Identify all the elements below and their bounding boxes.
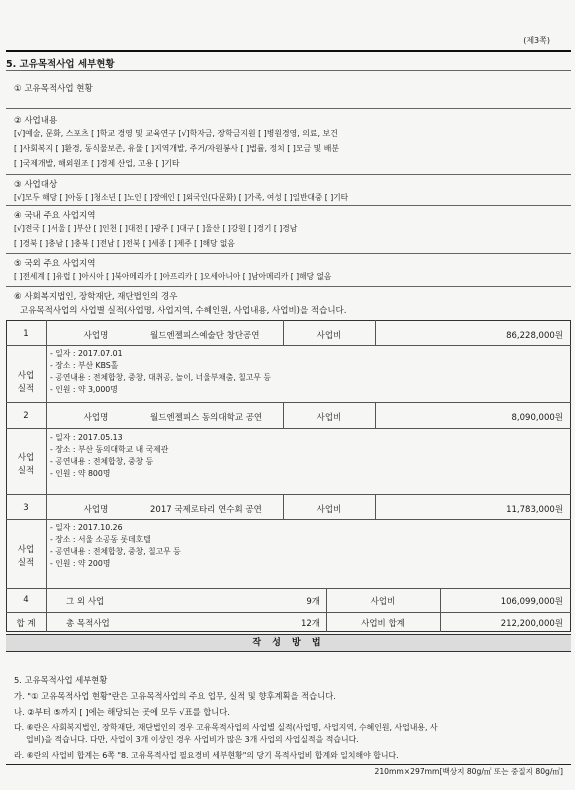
note-da-1: 다. ⑥란은 사회복지법인, 장학재단, 재단법인의 경우 고유목적사업의 사업별 실적(사업명, 사업지역, 수혜인원, 사업내용, 사	[14, 723, 438, 732]
s3-title: ③ 사업대상	[14, 180, 58, 190]
detail-line: - 일자 : 2017.10.26	[50, 523, 123, 532]
project-no: 3	[23, 503, 29, 513]
instructions-title: 작 성 방 법	[252, 638, 325, 648]
detail-line: - 인원 : 약 800명	[50, 469, 111, 478]
s6-title: ⑥ 사회복지법인, 장학재단, 재단법인의 경우	[14, 292, 178, 302]
s2-line3: [ ]국제개발, 해외원조 [ ]경제 산업, 고용 [ ]기타	[14, 159, 180, 168]
project-no: 2	[23, 411, 29, 421]
note-na: 나. ②부터 ⑤까지 [ ]에는 해당되는 곳에 모두 √표를 합니다.	[14, 707, 230, 717]
divider	[6, 174, 571, 175]
project-detail-list	[50, 432, 168, 480]
other-cost-label: 사업비	[370, 597, 396, 607]
project-cost-label: 사업비	[316, 505, 342, 515]
s2-line1: [√]예술, 문화, 스포츠 [ ]학교 경영 및 교육연구 [√]학자금, 장학금지원 [ ]병원경영, 의료, 보건	[14, 129, 338, 138]
project-name: 월드엔젤피스 동의대학교 공연	[150, 413, 263, 423]
s1-title: ① 고유목적사업 현황	[14, 84, 93, 94]
instructions-band	[6, 634, 571, 652]
detail-line: - 공연내용 : 전체합창, 중창, 대취공, 놀이, 너울부채춤, 칠고무 등	[50, 373, 271, 382]
note-ga: 가. "① 고유목적사업 현황"란은 고유목적사업의 주요 업무, 실적 및 향후계획을 적습니다.	[14, 691, 336, 701]
divider	[6, 108, 571, 109]
detail-line: - 인원 : 약 3,000명	[50, 385, 118, 394]
s6-subtitle: 고유목적사업의 사업별 실적(사업명, 사업지역, 수혜인원, 사업내용, 사업비)을 적습니다.	[20, 306, 347, 316]
detail-line: - 공연내용 : 전체합창, 중창, 칠고무 등	[50, 547, 181, 556]
s5-line1: [ ]전세계 [ ]유럽 [ ]아시아 [ ]북아메리카 [ ]아프리카 [ ]오세아니아 [ ]남아메리카 [ ]해당 없음	[14, 272, 332, 281]
detail-line: - 일자 : 2017.07.01	[50, 349, 123, 358]
paper-spec: 210mm×297mm[백상지 80g/㎡ 또는 중질지 80g/㎡]	[374, 767, 563, 776]
s2-line2: [ ]사회복지 [ ]환경, 동식물보존, 유물 [ ]지역개발, 주거/자원봉사 [ ]법률, 정치 [ ]모금 및 배분	[14, 144, 340, 153]
divider	[6, 286, 571, 287]
project-cost: 11,783,000원	[506, 505, 563, 515]
total-cost: 212,200,000원	[500, 619, 563, 629]
other-no: 4	[23, 595, 29, 605]
divider	[6, 253, 571, 254]
project-result-label: 사업 실적	[17, 371, 35, 394]
detail-line: - 장소 : 부산 동의대학교 내 국제관	[50, 445, 169, 454]
total-label: 총 목적사업	[66, 619, 110, 629]
project-name-label: 사업명	[83, 331, 109, 341]
s4-line1: [√]전국 [ ]서울 [ ]부산 [ ]인천 [ ]대전 [ ]광주 [ ]대구 [ ]울산 [ ]강원 [ ]경기 [ ]경남	[14, 224, 298, 233]
page-number: (제3쪽)	[523, 36, 550, 45]
project-cost-label: 사업비	[316, 413, 342, 423]
s4-line2: [ ]경북 [ ]충남 [ ]충북 [ ]전남 [ ]전북 [ ]세종 [ ]제주 [ ]해당 없음	[14, 239, 235, 248]
detail-line: - 인원 : 약 200명	[50, 559, 111, 568]
project-cost: 86,228,000원	[506, 331, 563, 341]
project-name: 2017 국제로타리 연수회 공연	[150, 505, 262, 515]
project-name: 월드엔젤피스예술단 창단공연	[150, 331, 260, 341]
project-result-label: 사업 실적	[17, 453, 35, 476]
project-cost-label: 사업비	[316, 331, 342, 341]
detail-line: - 일자 : 2017.05.13	[50, 433, 123, 442]
other-count: 9개	[306, 597, 320, 607]
notes-title: 5. 고유목적사업 세부현황	[14, 675, 108, 685]
project-name-label: 사업명	[83, 413, 109, 423]
project-detail-list	[50, 348, 271, 396]
section-title: 5. 고유목적사업 세부현황	[6, 59, 115, 70]
s3-line1: [√]모두 해당 [ ]아동 [ ]청소년 [ ]노인 [ ]장애인 [ ]외국인(다문화) [ ]가족, 여성 [ ]일반대중 [ ]기타	[14, 193, 349, 202]
other-cost: 106,099,000원	[500, 597, 563, 607]
top-rule	[6, 50, 571, 52]
bottom-rule	[6, 764, 571, 765]
total-no: 합 계	[16, 619, 36, 629]
detail-line: - 공연내용 : 전체합창, 중창 등	[50, 457, 154, 466]
total-count: 12개	[300, 619, 320, 629]
total-cost-label: 사업비 합계	[361, 619, 405, 629]
s5-title: ⑤ 국외 주요 사업지역	[14, 259, 96, 269]
detail-line: - 장소 : 부산 KBS홀	[50, 361, 119, 370]
other-label: 그 외 사업	[66, 597, 105, 607]
project-result-label: 사업 실적	[17, 545, 35, 568]
note-ra: 라. ⑥란의 사업비 합계는 6쪽 "8. 고유목적사업 필요경비 세부현황"의 당기 목적사업비 합계와 일치해야 합니다.	[14, 751, 399, 760]
divider	[6, 205, 571, 206]
project-cost: 8,090,000원	[511, 413, 563, 423]
note-da-2: 업비)을 적습니다. 다만, 사업이 3개 이상인 경우 사업비가 많은 3개 사업의 사업실적을 적습니다.	[26, 735, 359, 744]
detail-line: - 장소 : 서울 소공동 롯데호텔	[50, 535, 151, 544]
divider	[6, 70, 571, 71]
project-detail-list	[50, 522, 181, 570]
project-name-label: 사업명	[83, 505, 109, 515]
project-no: 1	[23, 329, 29, 339]
s4-title: ④ 국내 주요 사업지역	[14, 211, 96, 221]
s2-title: ② 사업내용	[14, 116, 58, 126]
